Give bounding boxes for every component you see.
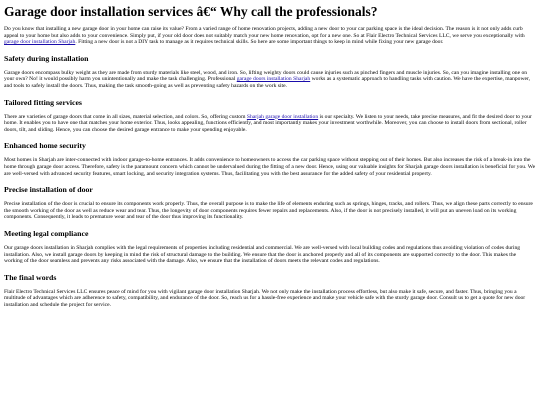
safety-link[interactable]: garage doors installation Sharjah bbox=[236, 76, 311, 83]
section-paragraph-final: Flair Electro Technical Services LLC ensures peace of mind for you with vigilant garage door installation Sharjah. We not only make the installation process effortless, but also make it safe, secure, and faster. Thus, bringing you a multitude of advantages which are adherence to safety, compatibility, and endurance of the door. So, reach us for a hassle-free experience and make your vehicle safe with the sturdy garage door. Consult us to get a quote for new door installation and schedule the project for service. bbox=[4, 288, 526, 308]
intro-link[interactable]: garage door installation Sharjah bbox=[4, 39, 76, 46]
paragraph-text: works as a systematic approach to handling tasks with caution. We have the expertise, manpower, and tools to safely install the doors. Thus, making the task smooth-going as well as preventing safety hazards on the work site. bbox=[4, 76, 531, 89]
section-paragraph-tailored bbox=[4, 114, 536, 134]
page-title: Garage door installation services â€“ Why call the professionals? bbox=[4, 4, 378, 19]
intro-text-start: Do you know that installing a new garage door in your home can raise its value? From a varied range of home renovation projects, adding a new door to your car parking space is the ideal decision. The reason is it not only adds curb appeal to your home but also adds to your convenience. Simply put, if your old door does not suitably match your new home renovation, opt for a new one. So at Flair Electro Technical Services LLC, we serve you exceptionally with bbox=[4, 26, 525, 39]
paragraph-text: Garage doors encompass bulky weight as they are made from sturdy materials like steel, wood, and iron. So, lifting weighty doors could cause injuries such as pinched fingers and muscle injuries. So, can you imagine installing one on your own? No! it would possibly harm you unintentionally and make the task challenging. Professional bbox=[4, 69, 528, 83]
intro-paragraph bbox=[4, 26, 536, 46]
section-heading-tailored: Tailored fitting services bbox=[4, 97, 82, 107]
section-heading-legal: Meeting legal compliance bbox=[4, 228, 89, 238]
section-heading-precise: Precise installation of door bbox=[4, 185, 93, 195]
section-paragraph-security: Most homes in Sharjah are inter-connected with indoor garage-to-home entrances. It adds convenience to homeowners to access the car parking space without stepping out of their homes. But also increases the risk of a break-in into the home through garage door access. Therefore, safety is the paramount concern which cannot be undervalued during the fitting of a new door. Hence, using our valuable insights for Sharjah garage doors installation is beneficial for you. We are well-versed with advanced security features, smart locking, and security integration systems. Thus, facilitating you with the best assurance for the added safety of your residential property. bbox=[4, 157, 536, 177]
section-heading-safety: Safety during installation bbox=[4, 53, 89, 63]
section-paragraph-safety bbox=[4, 70, 536, 90]
section-heading-final: The final words bbox=[4, 272, 57, 282]
section-heading-security: Enhanced home security bbox=[4, 141, 86, 151]
paragraph-text: is our specialty. We listen to your needs, take precise measures, and fit the desired door to your home. It enables you to have one that matches your home exterior. Thus, looks appealing, functions efficiently, and most importantly makes your investment worthwhile. Moreover, you can choose to install doors from sectional, roller doors, tilt, and sliding. Hence, you can choose the desired garage entrance to make your spending enjoyable. bbox=[4, 113, 532, 133]
paragraph-text: There are varieties of garage doors that come in all sizes, material selection, and colors. So, offering custom bbox=[4, 113, 247, 120]
tailored-link[interactable]: Sharjah garage door installation bbox=[246, 113, 319, 120]
intro-text-end: . Fitting a new door is not a DIY task to manage as it requires technical skills. So here are some important things to keep in mind while fixing your new garage door. bbox=[75, 39, 444, 46]
section-paragraph-precise: Precise installation of the door is crucial to ensure its components work properly. Thus, the overall purpose is to make the life of elements enduring such as springs, hinges, tracks, and rollers. Thus, we align these parts correctly to ensure the smooth working of the door as well as reduce wear and tear. Thus, the longevity of door components requires fewer repairs and replacements. Also, if the door is not precisely installed, it will put an uneven load on its working components. Consequently, it leads to premature wear and tear of the door thus improving its functionality. bbox=[4, 201, 533, 221]
section-paragraph-legal: Our garage doors installation in Sharjah complies with the legal requirements of properties including residential and commercial. We are well-versed with local building codes and regulations thus avoiding violation of codes during installation. Also, we install garage doors by keeping in mind the risk of structural damage to the building. We ensure that the door is anchored properly and all of its components are supported correctly to the door. This makes the working of the door seamless and prevents any risks associated with the damage. Also, we ensure that the installation of doors meets the relevant codes and regulations. bbox=[4, 244, 521, 265]
